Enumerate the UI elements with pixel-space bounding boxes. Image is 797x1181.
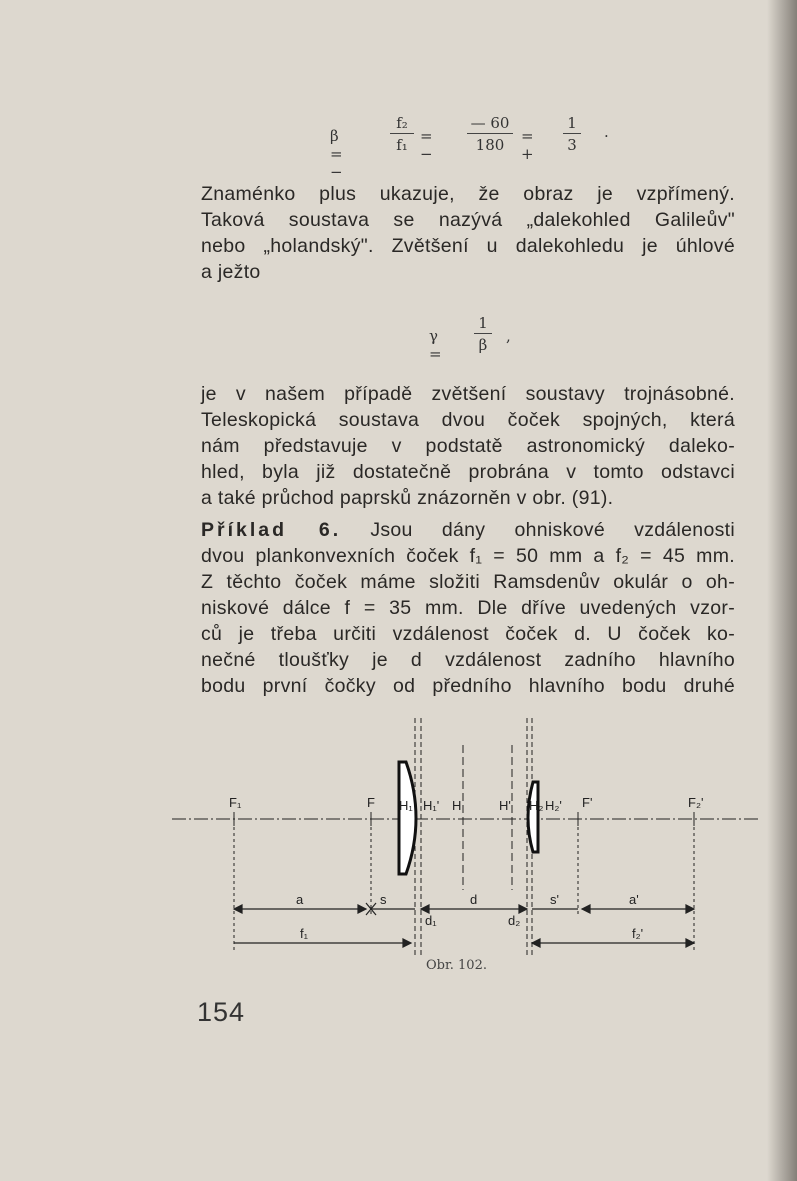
label-a: a	[296, 892, 304, 907]
figure-caption: Obr. 102.	[426, 958, 487, 973]
formula-gamma-lhs: γ =	[429, 327, 442, 363]
example-first-line-text: Jsou dány ohniskové vzdálenosti	[370, 519, 735, 541]
paragraph-1-line: Taková soustava se nazývá „dalekohled Galileův"	[201, 209, 735, 231]
label-h1: H₁	[399, 798, 413, 813]
formula-gamma-tail: ,	[506, 327, 511, 345]
formula-beta-frac2: $\frac{— 60}{180}$	[467, 114, 513, 154]
example-line: ců je třeba určiti vzdálenost čoček d. U čoček ko-	[201, 623, 735, 645]
label-h2: H₂	[529, 798, 544, 813]
label-d2: d₂	[508, 913, 521, 928]
label-f1-dim: f₁	[300, 926, 308, 941]
page-number: 154	[197, 997, 246, 1027]
example-heading: Příklad 6.	[201, 519, 342, 541]
paragraph-2-line: a také průchod paprsků znázorněn v obr. (91).	[201, 487, 614, 509]
lens-1	[399, 762, 416, 874]
label-sp: s'	[550, 892, 559, 907]
label-h1p: H₁'	[423, 798, 440, 813]
label-f2p-dim: f₂'	[632, 926, 644, 941]
label-f1: F₁	[229, 795, 242, 810]
lens-2	[528, 782, 538, 852]
example-line: dvou plankonvexních čoček f₁ = 50 mm a f₂ = 45 mm.	[201, 545, 735, 567]
label-f2p: F₂'	[688, 795, 704, 810]
formula-beta-tail: ·	[604, 127, 609, 145]
paragraph-2-line: hled, byla již dostatečně probrána v tomto odstavci	[201, 461, 735, 483]
paragraph-1-line: nebo „holandský". Zvětšení u dalekohledu je úhlové	[201, 235, 735, 257]
example-line: bodu první čočky od předního hlavního bodu druhé	[201, 675, 735, 697]
label-s: s	[380, 892, 387, 907]
example-line: nečné tloušťky je d vzdálenost zadního hlavního	[201, 649, 735, 671]
formula-beta-frac3: $\frac{1}{3}$	[563, 114, 581, 154]
paragraph-2-line: Teleskopická soustava dvou čoček spojných, která	[201, 409, 735, 431]
formula-beta-mid: = −	[420, 127, 433, 163]
formula-beta-frac1: $\frac{\text{f₂}}{\text{f₁}}$	[390, 114, 414, 154]
paragraph-1-line: a ježto	[201, 261, 261, 283]
formula-gamma-frac: $\frac{1}{\beta}$	[474, 314, 492, 354]
formula-beta-eq: = +	[521, 127, 534, 163]
label-f: F	[367, 795, 375, 810]
formula-beta-lhs: β = −	[330, 127, 343, 181]
label-d: d	[470, 892, 478, 907]
example-line: niskové dálce f = 35 mm. Dle dříve uvedených vzor-	[201, 597, 735, 619]
paragraph-2-line: je v našem případě zvětšení soustavy trojnásobné.	[201, 383, 735, 405]
label-fp: F'	[582, 795, 593, 810]
paragraph-1-line: Znaménko plus ukazuje, že obraz je vzpřímený.	[201, 183, 735, 205]
label-hp: H'	[499, 798, 511, 813]
paragraph-2-line: nám představuje v podstatě astronomický daleko-	[201, 435, 735, 457]
example-line: Z těchto čoček máme složiti Ramsdenův okulár o oh-	[201, 571, 735, 593]
label-ap: a'	[629, 892, 639, 907]
label-h: H	[452, 798, 462, 813]
label-h2p: H₂'	[545, 798, 562, 813]
label-d1: d₁	[425, 913, 437, 928]
